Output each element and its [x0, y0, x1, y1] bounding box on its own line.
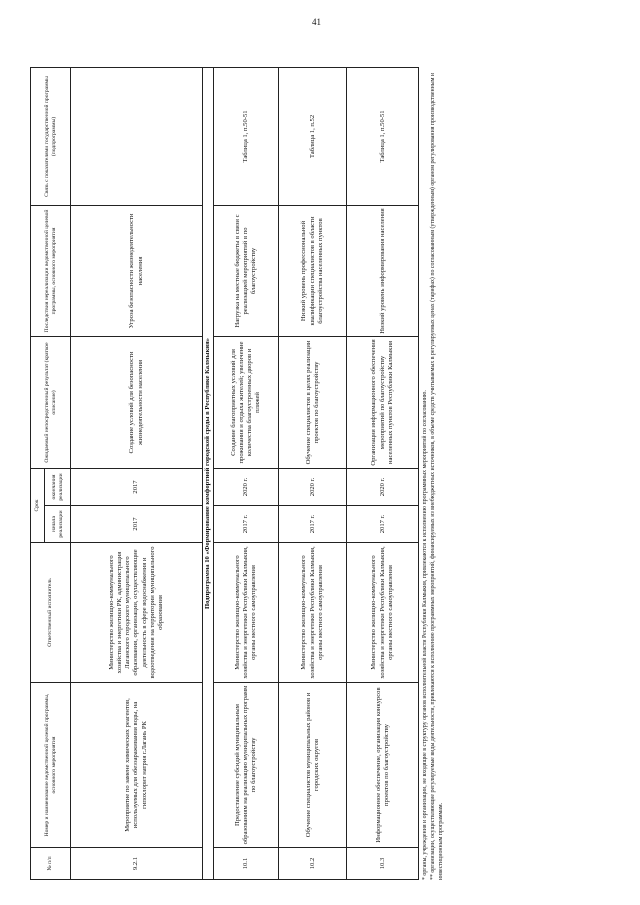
cell-name: Мероприятие по замене химических реагентов, используемых для обеззараживания воды, на гипохлорит натрия г.Лагань РК: [71, 683, 203, 848]
cell-result: Создание условий для безопасности жизнедеятельности населения: [71, 336, 203, 468]
footnote-1: * органы, учреждения и организации, не входящие в структуру органов исполнительной власти Республики Калмыкия, привлекаются к исполнению программных мероприятий по согласованию.: [422, 390, 429, 880]
subprogram-row: [203, 67, 214, 879]
cell-start: 2017 г.: [347, 506, 419, 543]
header-row-1: [31, 67, 45, 879]
cell-start: 2017 г.: [214, 506, 279, 543]
cell-name: Обучение специалистов муниципальных районов и городских округов: [279, 683, 347, 848]
table-row: [71, 67, 203, 879]
header-num: № п/п: [31, 848, 71, 880]
table-row: [279, 67, 347, 879]
cell-responsible: Министерство жилищно-коммунального хозяйства и энергетики Республики Калмыкия, органы местного самоуправления: [347, 543, 419, 683]
cell-responsible: Министерство жилищно-коммунального хозяйства и энергетики Республики Калмыкия, органы местного самоуправления: [279, 543, 347, 683]
header-start: начала реализации: [45, 506, 71, 543]
cell-name: Информационное обеспечение, организация конкурсов проектов по благоустройству: [347, 683, 419, 848]
cell-start: 2017: [71, 506, 203, 543]
cell-link: Таблица 1, п.50-51: [214, 67, 279, 205]
table-row: [214, 67, 279, 879]
cell-end: 2020 г.: [279, 468, 347, 505]
cell-result: Обучение специалистов в целях реализации проектов по благоустройству: [279, 336, 347, 468]
page-number: 41: [312, 17, 321, 27]
cell-link: Таблица 1, п.50-51: [347, 67, 419, 205]
subprogram-title: Подпрограмма 10 «Формирование комфортной городской среды в Республике Калмыкия»: [203, 67, 214, 879]
cell-consequences: Низкий уровень информирования населения: [347, 205, 419, 336]
cell-name: Предоставление субсидий муниципальным образованиям на реализацию муниципальных программ по благоустройству: [214, 683, 279, 848]
header-name: Номер и наименование ведомственной целевой программы, основного мероприятия: [31, 683, 71, 848]
cell-consequences: Низкий уровень профессиональной квалификации специалистов в области благоустройства населенных пунктов: [279, 205, 347, 336]
header-result: Ожидаемый непосредственный результат (краткое описание): [31, 336, 71, 468]
header-responsible: Ответственный исполнитель: [31, 543, 71, 683]
cell-consequences: Нагрузка на местные бюджеты в связи с реализацией мероприятий в по благоустройству: [214, 205, 279, 336]
rotated-table-block: [30, 40, 610, 880]
cell-end: 2020 г.: [214, 468, 279, 505]
footnote-2: ** организации, осуществляющие регулируемые виды деятельности, привлекаются к исполнению программных мероприятий, финансируемых из внебюджетных источников, в объеме средств учитываемых в регулируемых ценах (тарифах) по согласованным (утвержденным) органом регулирования производственным и инвестиционным программам.: [430, 72, 445, 880]
cell-responsible: Министерство жилищно-коммунального хозяйства и энергетики Республики Калмыкия, органы местного самоуправления: [214, 543, 279, 683]
cell-start: 2017 г.: [279, 506, 347, 543]
cell-result: Организация информационного обеспечения мероприятий по благоустройству населенных пунктов Республики Калмыкия: [347, 336, 419, 468]
cell-link: Таблица 1, п.52: [279, 67, 347, 205]
cell-num: 10.1: [214, 848, 279, 880]
cell-num: 9.2.1: [71, 848, 203, 880]
cell-responsible: Министерство жилищно-коммунального хозяйства и энергетики РК, администрация Лаганского городского муниципального образования, организации, осуществляющие деятельность в сфере водоснабжения и водоотведения на территории муниципального образования: [71, 543, 203, 683]
cell-link: [71, 67, 203, 205]
cell-result: Создание благоприятных условий для проживания и отдыха жителей; увеличение количества благоустроенных дворов и пляжей: [214, 336, 279, 468]
cell-end: 2017: [71, 468, 203, 505]
cell-consequences: Угроза безопасности жизнедеятельности населения: [71, 205, 203, 336]
header-link: Связь с показателями государственной программы (подпрограммы): [31, 67, 71, 205]
cell-num: 10.2: [279, 848, 347, 880]
table-row: [347, 67, 419, 879]
header-consequences: Последствия нереализации ведомственной целевой программы, основного мероприятия: [31, 205, 71, 336]
header-term: Срок: [31, 468, 45, 542]
measures-table: [30, 67, 419, 880]
footnotes: [422, 68, 446, 880]
header-end: окончания реализации: [45, 468, 71, 505]
cell-num: 10.3: [347, 848, 419, 880]
cell-end: 2020 г.: [347, 468, 419, 505]
